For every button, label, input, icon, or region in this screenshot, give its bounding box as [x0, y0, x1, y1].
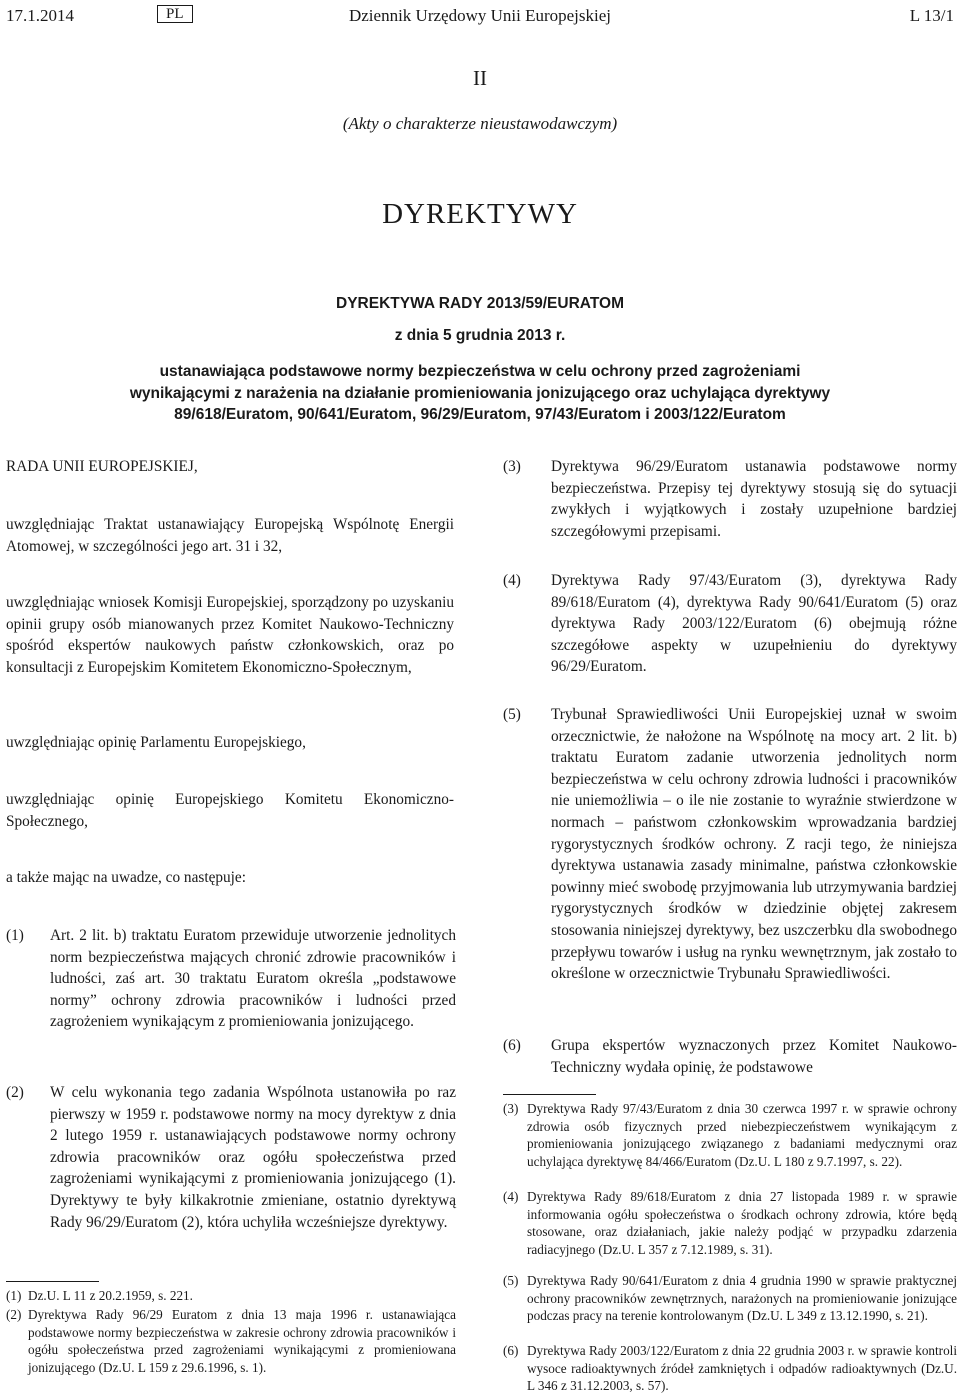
footnote-2: [6, 1306, 456, 1381]
council-name: RADA UNII EUROPEJSKIEJ,: [6, 458, 198, 475]
recital-number: (4): [503, 572, 521, 589]
language-code: PL: [157, 5, 193, 23]
journal-title: Dziennik Urzędowy Unii Europejskiej: [348, 6, 611, 25]
recital-6: [503, 1035, 957, 1083]
recital-text: Dyrektywa 96/29/Euratom ustanawia podstawowe normy bezpieczeństwa. Przepisy tej dyrektywy stosują się do sytuacji zwykłych i wyjątkowych i zostały uzupełnione bardziej szczegółowymi przepisami.: [551, 458, 957, 540]
footnote-3: [503, 1100, 957, 1188]
footnote-6: [503, 1342, 957, 1392]
footnote-number: (2): [6, 1307, 22, 1322]
recital-number: (2): [6, 1084, 24, 1101]
recital-text: W celu wykonania tego zadania Wspólnota ustanowiła po raz pierwszy w 1959 r. podstawowe normy na mocy dyrektyw z dnia 2 lutego 1959 r. ustanawiających podstawowe normy ochrony zdrowia pracowników oraz ogółu społeczeństwa przed zagrożeniami wynikającymi z promieniowania jonizującego (1). Dyrektywy te były kilkakrotnie zmieniane, ostatnio dyrektywą Rady 96/29/Euratom (2), która uchyliła wcześniejsze dyrektywy.: [50, 1084, 456, 1231]
citation-commission: uwzględniając wniosek Komisji Europejskiej, sporządzony po uzyskaniu opinii grupy osób mianowanych przez Komitet Naukowo-Techniczny spośród ekspertów naukowych państw członkowskich, oraz po konsultacji z Europejskim Komitetem Ekonomiczno-Społecznym,: [6, 594, 454, 676]
footnote-text: Dz.U. L 11 z 20.2.1959, s. 221.: [28, 1288, 193, 1303]
footnote-text: Dyrektywa Rady 2003/122/Euratom z dnia 22 grudnia 2003 r. w sprawie kontroli wysoce radioaktywnych źródeł zamkniętych i odpadów radioaktywnych (Dz.U. L 346 z 31.12.2003, s. 57).: [527, 1343, 957, 1394]
citation-treaty: uwzględniając Traktat ustanawiający Europejską Wspólnotę Energii Atomowej, w szczególności jego art. 31 i 32,: [6, 516, 454, 555]
recital-number: (5): [503, 706, 521, 723]
footnote-text: Dyrektywa Rady 96/29 Euratom z dnia 13 maja 1996 r. ustanawiająca podstawowe normy bezpieczeństwa w zakresie ochrony zdrowia pracowników i ogółu społeczeństwa przed zagrożeniami wynikającymi z promieniowana jonizującego (Dz.U. L 159 z 29.6.1996, s. 1).: [28, 1307, 456, 1375]
footnote-number: (1): [6, 1288, 22, 1303]
recital-text: Dyrektywa Rady 97/43/Euratom (3), dyrektywa Rady 89/618/Euratom (4), dyrektywa Rady 90/641/Euratom (5) oraz dyrektywa Rady 2003/122/Euratom (6) obejmują różne szczegółowe aspekty w uzupełnieniu do dyrektywy 96/29/Euratom.: [551, 572, 957, 676]
directive-date: z dnia 5 grudnia 2013 r.: [394, 327, 566, 344]
citation-committee: uwzględniając opinię Europejskiego Komitetu Ekonomiczno-Społecznego,: [6, 791, 454, 830]
footnote-number: (6): [503, 1343, 519, 1358]
footnote-1: [6, 1287, 456, 1305]
section-numeral: II: [473, 66, 487, 90]
recital-text: Grupa ekspertów wyznaczonych przez Komitet Naukowo-Techniczny wydała opinię, że podstawowe: [551, 1037, 957, 1076]
footnote-text: Dyrektywa Rady 90/641/Euratom z dnia 4 grudnia 1990 w sprawie praktycznej ochrony pracowników zewnętrznych, narażonych na promieniowanie jonizujące podczas pracy na terenie kontrolowanym (Dz.U. L 349 z 13.12.1990, s. 21).: [527, 1273, 957, 1324]
directive-title: DYREKTYWA RADY 2013/59/EURATOM: [336, 295, 624, 312]
description-line: 89/618/Euratom, 90/641/Euratom, 96/29/Euratom, 97/43/Euratom i 2003/122/Euratom: [174, 406, 786, 423]
recital-number: (3): [503, 458, 521, 475]
recital-4: [503, 570, 957, 680]
recital-3: [503, 456, 957, 546]
footnote-number: (5): [503, 1273, 519, 1288]
publication-date: 17.1.2014: [6, 6, 74, 25]
footnote-text: Dyrektywa Rady 97/43/Euratom z dnia 30 czerwca 1997 r. w sprawie ochrony zdrowia osób fizycznych przed niebezpieczeństwem wynikającym z promieniowania jonizującego związanego z badaniami medycznymi oraz uchylająca dyrektywę 84/466/Euratom (Dz.U. L 180 z 9.7.1997, s. 22).: [527, 1101, 957, 1169]
recital-number: (1): [6, 927, 24, 944]
footnote-4: [503, 1188, 957, 1272]
recital-number: (6): [503, 1037, 521, 1054]
recital-1: [6, 925, 456, 1065]
section-type: DYREKTYWY: [382, 198, 578, 230]
directive-description: [0, 361, 960, 426]
recital-5: [503, 704, 957, 1014]
footnote-separator: [6, 1281, 99, 1282]
footnote-5: [503, 1272, 957, 1342]
citation-parliament: uwzględniając opinię Parlamentu Europejskiego,: [6, 734, 306, 751]
page-number: L 13/1: [909, 6, 954, 25]
footnote-text: Dyrektywa Rady 89/618/Euratom z dnia 27 listopada 1989 r. w sprawie informowania ogółu społeczeństwa o środkach ochrony zdrowia, które będą stosowane, oraz działaniach, jakie należy podjąć w przypadku zdarzenia radiacyjnego (Dz.U. L 357 z 7.12.1989, s. 31).: [527, 1189, 957, 1257]
recital-text: Art. 2 lit. b) traktatu Euratom przewiduje utworzenie jednolitych norm bezpieczeństwa mających chronić zdrowie pracowników i ludności, zaś art. 30 traktatu Euratom określa „podstawowe normy” ochrony zdrowia pracowników i ludności przed zagrożeniem wynikającym z promieniowania jonizującego.: [50, 927, 456, 1031]
section-subtitle: (Akty o charakterze nieustawodawczym): [342, 114, 618, 133]
footnote-number: (4): [503, 1189, 519, 1204]
footnote-number: (3): [503, 1101, 519, 1116]
recital-text: Trybunał Sprawiedliwości Unii Europejskiej uznał w swoim orzecznictwie, że nałożone na Wspólnotę na mocy art. 2 lit. b) traktatu Euratom zadanie utworzenia jednolitych norm bezpieczeństwa w celu ochrony zdrowia ludności i pracowników nie uniemożliwia – o ile nie zostanie to wyraźnie stwierdzone w normach – państwom członkowskim wprowadzania bardziej rygorystycznych środków ochrony. Z racji tego, że niniejsza dyrektywa ustanawia zasady minimalne, państwa członkowskie powinny mieć swobodę przyjmowania lub utrzymywania bardziej rygorystycznych środków w dziedzinie objętej zakresem stosowania niniejszej dyrektywy, bez uszczerbku dla swobodnego przepływu towarów i usług na rynku wewnętrznym, jak zostało to określone w orzecznictwie Trybunału Sprawiedliwości.: [551, 706, 957, 983]
footnote-separator: [503, 1094, 596, 1095]
recital-2: [6, 1082, 456, 1272]
description-line: wynikającymi z narażenia na działanie promieniowania jonizującego oraz uchylająca dyrektywy: [129, 384, 831, 402]
description-line: ustanawiająca podstawowe normy bezpieczeństwa w celu ochrony przed zagrożeniami: [159, 363, 801, 380]
recitals-intro: a także mając na uwadze, co następuje:: [6, 869, 246, 886]
